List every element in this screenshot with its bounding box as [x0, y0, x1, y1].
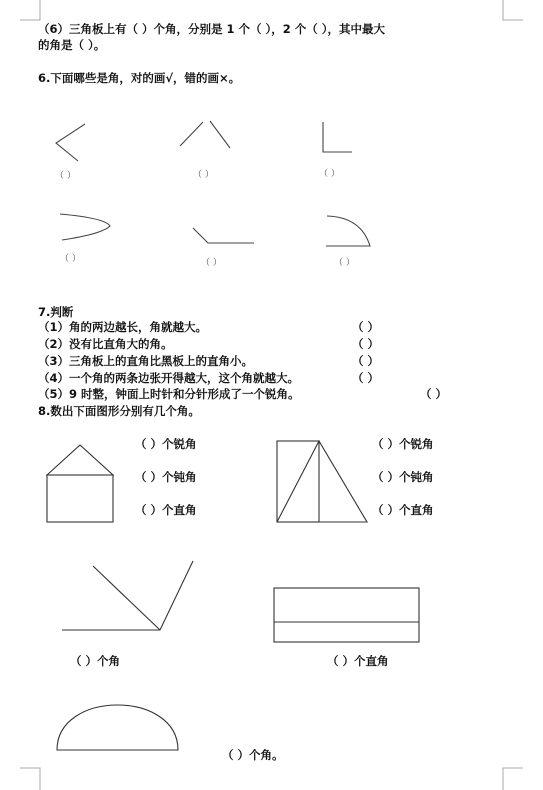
section-6-answer-blank-6[interactable]: （ ）: [334, 258, 355, 268]
section-6-title: 6.下面哪些是角，对的画√，错的画×。: [38, 71, 241, 85]
judge-blank-4[interactable]: （ ）: [352, 371, 380, 385]
angle-count-caption[interactable]: （ ）个角: [70, 654, 121, 668]
right-acute-count[interactable]: （ ）个锐角: [372, 437, 434, 451]
judge-blank-2[interactable]: （ ）: [352, 337, 380, 351]
judge-blank-3[interactable]: （ ）: [352, 354, 380, 368]
left-right-count[interactable]: （ ）个直角: [135, 503, 197, 517]
section-6-answer-blank-5[interactable]: （ ）: [201, 258, 222, 268]
judge-item-1: （1）角的两边越长，角就越大。: [38, 320, 207, 334]
right-angle-count-caption[interactable]: （ ）个直角: [327, 654, 389, 668]
right-obtuse-count[interactable]: （ ）个钝角: [372, 470, 434, 484]
figure-semicircle: [57, 705, 178, 750]
right-right-count[interactable]: （ ）个直角: [372, 503, 434, 517]
judge-blank-1[interactable]: （ ）: [352, 320, 380, 334]
figure-angle-rays: [62, 561, 193, 630]
judge-item-3: （3）三角板上的直角比黑板上的直角小。: [38, 354, 253, 368]
q6-line-2: 的角是（ ）。: [38, 38, 106, 52]
section-7-title: 7.判断: [38, 305, 74, 319]
semicircle-angle-caption[interactable]: （ ）个角。: [222, 748, 284, 762]
section-8-title: 8.数出下面图形分别有几个角。: [38, 404, 200, 418]
left-obtuse-count[interactable]: （ ）个钝角: [135, 470, 197, 484]
left-acute-count[interactable]: （ ）个锐角: [135, 437, 197, 451]
figure-house-roof: [47, 445, 113, 475]
judge-blank-5[interactable]: （ ）: [420, 387, 448, 401]
figure-rectangle: [274, 588, 419, 642]
section-6-answer-blank-4[interactable]: （ ）: [60, 254, 81, 264]
judge-item-4: （4）一个角的两条边张开得越大，这个角就越大。: [38, 371, 299, 385]
figure-house-body: [47, 475, 113, 522]
section-6-answer-blank-3[interactable]: （ ）: [319, 169, 340, 179]
judge-item-5: （5）9 时整，钟面上时针和分针形成了一个锐角。: [38, 387, 300, 401]
figure-triangle: [277, 441, 367, 522]
q6-line-1: （6）三角板上有（ ）个角，分别是 1 个（ ），2 个（ ），其中最大: [38, 22, 386, 36]
section-6-answer-blank-2[interactable]: （ ）: [193, 170, 214, 180]
judge-item-2: （2）没有比直角大的角。: [38, 337, 173, 351]
section-6-answer-blank-1[interactable]: （ ）: [55, 171, 76, 181]
